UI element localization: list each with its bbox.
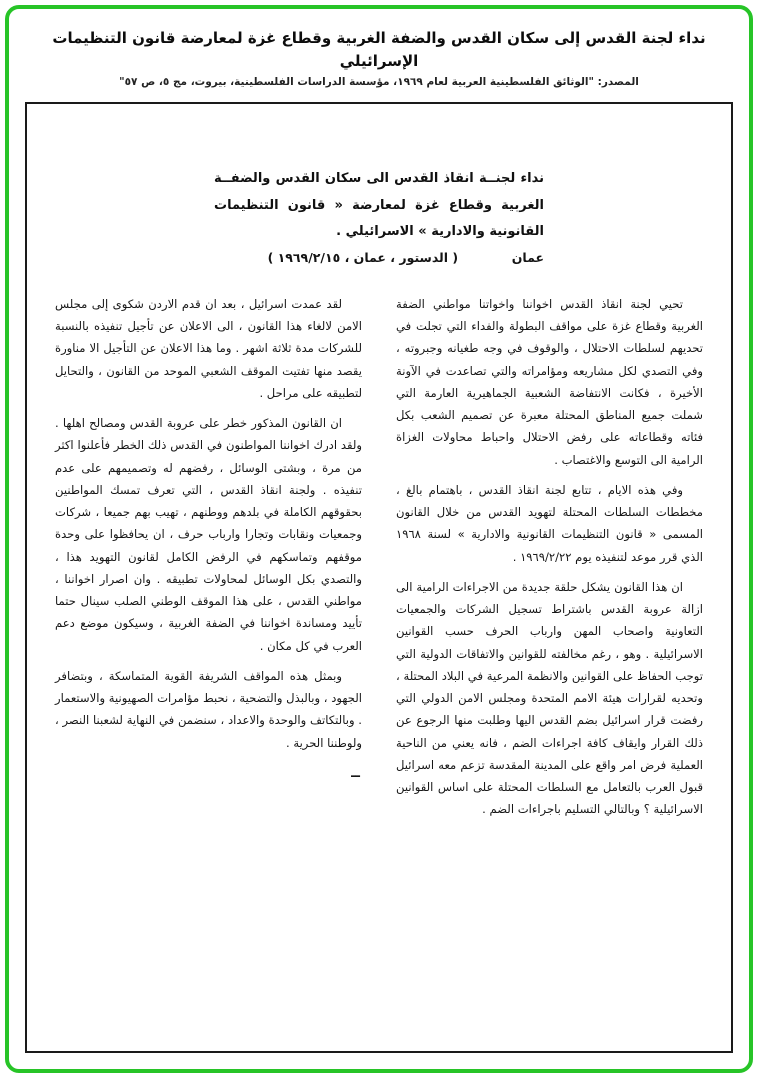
- scanned-document: [25, 102, 733, 1053]
- paragraph: تحيي لجنة انقاذ القدس اخواننا واخواتنا مواطني الضفة الغربية وقطاع غزة على مواقف البطولة والفداء التي تجلت في تحديهم لسلطات الاحتلال ، والوقوف في وجه طغيانه وجبروته ، وفي التصدي لكل مشاريعه ومؤامراته والتي تصاعدت في الآونة الأخيرة ، فكانت الانتفاضة الشعبية الجماهيرية العارمة التي شملت جميع المناطق المحتلة معبرة عن تصميم الشعب بكل فئاته وقطاعاته على رفض الاحتلال واحباط محاولات الغزاة الرامية الى التوسع والاغتصاب .: [396, 296, 703, 467]
- green-frame: [5, 5, 753, 1073]
- paragraph: وفي هذه الايام ، تتابع لجنة انقاذ القدس ، باهتمام بالغ ، مخططات السلطات المحتلة لتهويد القدس من خلال القانون المسمى « قانون التنظيمات القانونية والادارية » لسنة ١٩٦٨ الذي قرر موعد لتنفيذه يوم ١٩٦٩/٢/٢٢ .: [396, 482, 703, 564]
- body-columns: [55, 293, 703, 821]
- dateline-reference: ( الدستور ، عمان ، ١٩٦٩/٢/١٥ ): [267, 249, 459, 265]
- paragraph: وبمثل هذه المواقف الشريفة القوية المتماسكة ، وبتضافر الجهود ، وبالبذل والتضحية ، نحبط مؤامرات الصهيونية والاستعمار . وبالتكاتف والوحدة والاعداد ، سنضمن في النهاية لشعبنا النصر ، ولوطننا الحرية .: [55, 668, 362, 750]
- end-mark: ــ: [351, 765, 360, 781]
- dateline: [214, 250, 544, 265]
- paragraph: ان القانون المذكور خطر على عروبة القدس ومصالح اهلها . ولقد ادرك اخواننا المواطنون في القدس ذلك الخطر فأعلنوا اكثر من مرة ، وبشتى الوسائل ، رفضهم له وتصميمهم على عدم تنفيذه . ولجنة انقاذ القدس ، التي تعرف تمسك المواطنين بحقوقهم الكاملة في بلدهم ووطنهم ، تهيب بهم جميعا ، شركات وجمعيات ونقابات وتجارا وارباب حرف ، ان يحافظوا على وحدة موقفهم وتماسكهم في الرفض الكامل لقانون التهويد هذا ، والتصدي بكل الوسائل لمحاولات تطبيقه . وان اصرار اخواننا ، مواطني القدس ، على هذا الموقف الوطني الصلب سينال حتما تأييد ومساندة اخواننا في الضفة الغربية ، وسيكون موضع دعم العرب في كل مكان .: [55, 416, 362, 653]
- page-title: نداء لجنة القدس إلى سكان القدس والضفة الغربية وقطاع غزة لمعارضة قانون التنظيمات الإسرائيلي: [52, 29, 706, 70]
- paragraph: ان هذا القانون يشكل حلقة جديدة من الاجراءات الرامية الى ازالة عروبة القدس باشتراط تسجيل الشركات والجمعيات التعاونية واصحاب المهن وارباب الحرف حسب القوانين الاسرائيلية . وهو ، رغم مخالفته للقوانين والاتفاقات الدولية التي توجب الحفاظ على القوانين والانظمة المرعية في البلاد المحتلة ، وتحديه لقرارات هيئة الامم المتحدة ومجلس الامن الدولي التي رفضت قرار اسرائيل بضم القدس اليها وطلبت منها الرجوع عن ذلك القرار وايقاف كافة اجراءات الضم ، فانه يعني من الناحية العملية فرض امر واقع على المدينة المقدسة تزعم معه اسرائيل قبول العرب بالتعامل مع السلطات المحتلة على اساس القوانين الاسرائيلية ؟ وبالتالي التسليم باجراءات الضم .: [396, 579, 703, 817]
- paragraph: لقد عمدت اسرائيل ، بعد ان قدم الاردن شكوى إلى مجلس الامن لالغاء هذا القانون ، الى الاعلان عن تأجيل تنفيذه بالنسبة للشركات مدة ثلاثة اشهر . وما هذا الاعلان عن التأجيل الا مناورة يقصد منها تفتيت الموقف الشعبي الموحد من القانون ، والتحايل لتطبيقه على مراحل .: [55, 296, 362, 400]
- source-line: المصدر: "الوثائق الفلسطينية العربية لعام ١٩٦٩، مؤسسة الدراسات الفلسطينية، بيروت، مج ٥، ص ٥٧": [119, 76, 639, 88]
- appeal-heading: نداء لجنــة انقاذ القدس الى سكان القدس والضفــة الغربية وقطاع غزة لمعارضة « قانون التنظيمات القانونية والادارية » الاسرائيلي .: [214, 171, 544, 240]
- dateline-city: عمان: [511, 249, 544, 265]
